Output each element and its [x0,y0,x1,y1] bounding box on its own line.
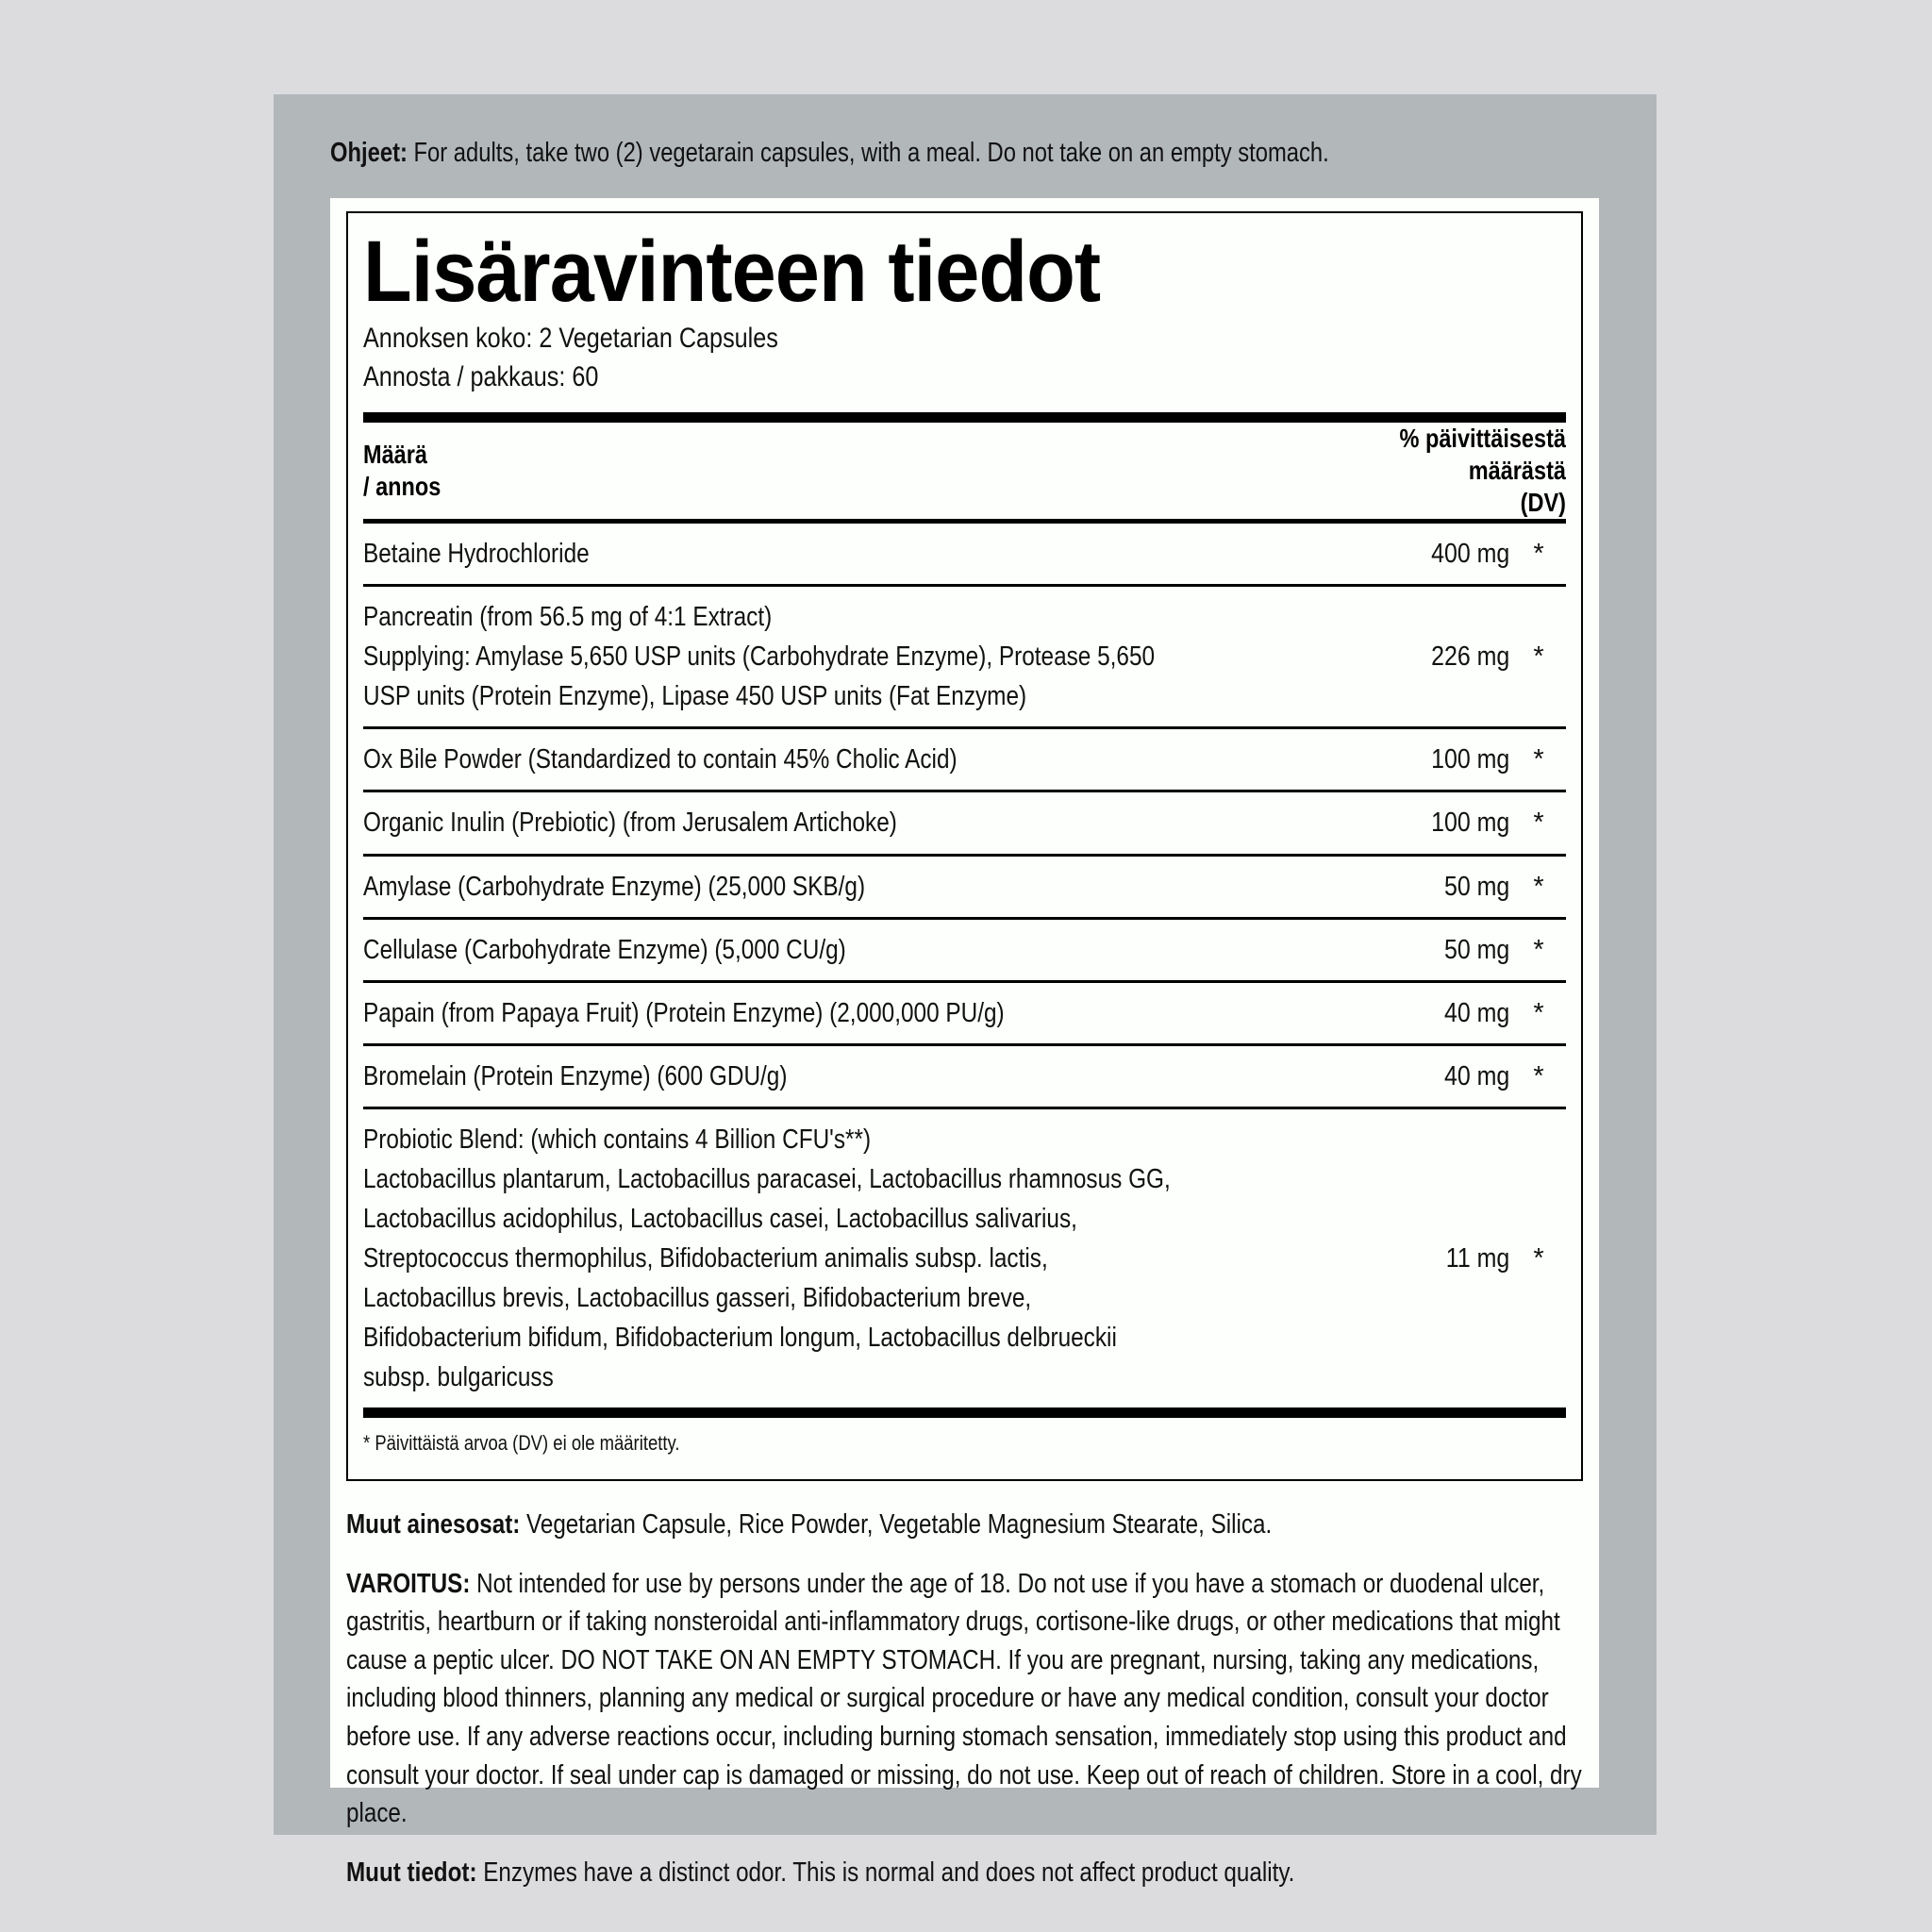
ingredient-name-cell [363,983,1345,1045]
supplement-facts-title: Lisäravinteen tiedot [363,224,1101,320]
directions-text: For adults, take two (2) vegetarain capsules, with a meal. Do not take on an empty stomach. [413,138,1329,168]
ingredient-name-cell [363,1046,1345,1108]
directions-label: Ohjeet: [330,138,408,168]
ingredient-amount: 40 mg [1443,1060,1510,1091]
ingredient-name-cell [363,524,1345,586]
ingredient-dv-cell: * [1533,1060,1544,1091]
other-ingredients-label: Muut ainesosat: [346,1509,521,1540]
ingredient-amount: 50 mg [1443,934,1510,965]
ingredient-dv-cell: * [1533,934,1544,965]
table-bottom-rule [363,1407,1566,1418]
ingredient-dv-cell: * [1533,871,1544,902]
serving-size-line: Annoksen koko: 2 Vegetarian Capsules [363,323,778,354]
dv-header-line1: % päivittäisestä [1399,423,1566,453]
table-row [363,587,1566,728]
ingredient-name-line: subsp. bulgaricuss [363,1362,554,1392]
ingredient-dv-cell: * [1533,1242,1544,1274]
other-info-paragraph [346,1854,1586,1892]
table-row [363,857,1566,919]
ingredient-name-line: Streptococcus thermophilus, Bifidobacterium animalis subsp. lactis, [363,1242,1048,1274]
lower-text-block [346,1506,1583,1912]
ingredient-dv-cell: * [1533,539,1544,570]
table-row [363,1109,1566,1407]
ingredient-amount-cell [1345,983,1511,1045]
supplement-facts-table [363,423,1566,519]
ingredient-amount: 400 mg [1431,539,1510,570]
ingredient-amount-cell [1345,1109,1511,1407]
ingredient-name-line: USP units (Protein Enzyme), Lipase 450 USP units (Fat Enzyme) [363,681,1027,712]
ingredient-amount-cell [1345,857,1511,919]
ingredient-name-cell [363,587,1345,728]
ingredient-dv-cell: * [1533,997,1544,1028]
warning-text: Not intended for use by persons under the age of 18. Do not use if you have a stomach or duodenal ulcer, gastritis, heartburn or if taking nonsteroidal anti-inflammatory drugs, cortisone-like drugs, or other medications that might cause a peptic ulcer. DO NOT TAKE ON AN EMPTY STOMACH. If you are pregnant, nursing, taking any medications, including blood thinners, planning any medical or surgical procedure or have any medical condition, consult your doctor before use. If any adverse reactions occur, including burning stomach sensation, immediately stop using this product and consult your doctor. If seal under cap is damaged or missing, do not use. Keep out of reach of children. Store in a cool, dry place. [346,1568,1582,1829]
ingredient-name-cell [363,729,1345,791]
supplement-facts-box [346,211,1583,1481]
other-ingredients-text: Vegetarian Capsule, Rice Powder, Vegetable Magnesium Stearate, Silica. [526,1509,1273,1540]
ingredient-amount-cell [1345,729,1511,791]
ingredient-name-cell [363,920,1345,982]
ingredient-amount: 11 mg [1445,1242,1510,1274]
dv-footnote: * Päivittäistä arvoa (DV) ei ole määritetty. [363,1431,680,1456]
ingredient-amount-cell [1345,587,1511,728]
amount-header-line2: / annos [363,472,441,502]
ingredient-amount: 100 mg [1431,808,1510,839]
ingredient-amount-cell [1345,920,1511,982]
directions-line [330,137,1374,170]
header-top-rule [363,412,1566,423]
ingredient-name-line: Pancreatin (from 56.5 mg of 4:1 Extract) [363,602,773,633]
ingredient-dv-cell: * [1533,641,1544,673]
other-ingredients-paragraph [346,1506,1586,1544]
ingredient-dv-cell: * [1533,808,1544,839]
ingredient-name-cell [363,792,1345,855]
ingredient-name-line: Probiotic Blend: (which contains 4 Billion CFU's**) [363,1124,872,1155]
ingredient-name-cell [363,857,1345,919]
ingredient-amount: 40 mg [1443,997,1510,1028]
ingredient-name-line: Betaine Hydrochloride [363,539,590,570]
table-row [363,792,1566,855]
ingredient-name-line: Papain (from Papaya Fruit) (Protein Enzyme) (2,000,000 PU/g) [363,997,1005,1028]
ingredient-amount-cell [1345,524,1511,586]
amount-header-cell [363,423,1345,519]
table-row [363,524,1566,586]
ingredient-name-line: Supplying: Amylase 5,650 USP units (Carbohydrate Enzyme), Protease 5,650 [363,641,1156,673]
label-panel [274,94,1657,1888]
ingredient-name-line: Bromelain (Protein Enzyme) (600 GDU/g) [363,1060,788,1091]
ingredient-name-cell [363,1109,1345,1407]
ingredient-amount: 50 mg [1443,871,1510,902]
ingredient-name-line: Bifidobacterium bifidum, Bifidobacterium longum, Lactobacillus delbrueckii [363,1322,1117,1353]
ingredient-amount: 226 mg [1431,641,1510,673]
other-info-text: Enzymes have a distinct odor. This is normal and does not affect product quality. [483,1857,1295,1888]
dv-header-line2: määrästä [1468,455,1566,485]
ingredient-amount: 100 mg [1431,744,1510,775]
amount-header-line1: Määrä [363,439,427,469]
table-row [363,983,1566,1045]
ingredient-name-line: Amylase (Carbohydrate Enzyme) (25,000 SKB/g) [363,871,866,902]
ingredient-dv-cell: * [1533,744,1544,775]
table-header-row [363,423,1566,519]
dv-header-cell [1345,423,1566,519]
ingredient-rows-table [363,524,1566,1407]
ingredient-amount-cell [1345,792,1511,855]
ingredient-name-line: Lactobacillus plantarum, Lactobacillus paracasei, Lactobacillus rhamnosus GG, [363,1163,1171,1194]
table-row [363,729,1566,791]
ingredient-name-line: Lactobacillus brevis, Lactobacillus gasseri, Bifidobacterium breve, [363,1282,1032,1313]
ingredient-name-line: Cellulase (Carbohydrate Enzyme) (5,000 CU/g) [363,934,846,965]
other-info-label: Muut tiedot: [346,1857,477,1888]
servings-per-container-line: Annosta / pakkaus: 60 [363,361,599,393]
supplement-sheet [330,198,1599,1888]
dv-header-line3: (DV) [1520,488,1566,518]
table-row [363,1046,1566,1108]
ingredient-amount-cell [1345,1046,1511,1108]
warning-paragraph [346,1565,1586,1833]
table-row [363,920,1566,982]
ingredient-name-line: Lactobacillus acidophilus, Lactobacillus casei, Lactobacillus salivarius, [363,1203,1077,1234]
warning-label: VAROITUS: [346,1568,471,1599]
ingredient-name-line: Organic Inulin (Prebiotic) (from Jerusalem Artichoke) [363,808,897,839]
ingredient-name-line: Ox Bile Powder (Standardized to contain 45% Cholic Acid) [363,744,958,775]
